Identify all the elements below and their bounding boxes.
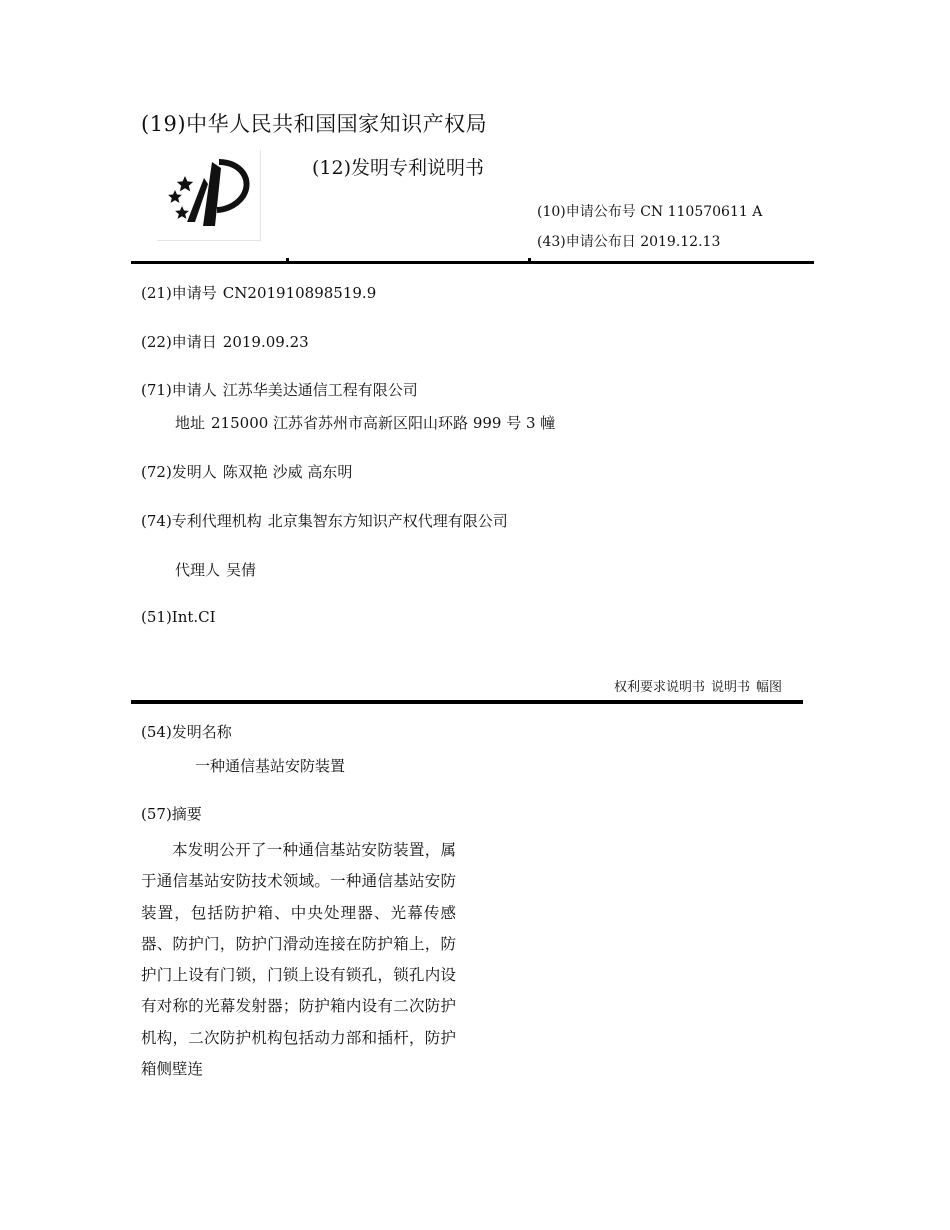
cnipa-logo — [157, 150, 261, 241]
agent-value: 吴倩 — [226, 561, 257, 579]
link-claims[interactable]: 权利要求说明书 — [613, 680, 705, 695]
inventors-value: 陈双艳 沙威 高东明 — [222, 463, 353, 481]
inventors — [141, 461, 352, 482]
office-name: (19)中华人民共和国国家知识产权局 — [141, 112, 488, 136]
publication-number: (10)申请公布号 CN 110570611 A — [537, 204, 763, 220]
address-value: 215000 江苏省苏州市高新区阳山环路 999 号 3 幢 — [211, 414, 556, 432]
document-type: (12)发明专利说明书 — [312, 157, 485, 179]
section-divider — [131, 700, 803, 704]
agent-label: 代理人 — [175, 561, 221, 579]
abstract-label: (57)摘要 — [141, 805, 202, 823]
application-date — [141, 331, 309, 352]
cnipa-emblem-icon — [157, 150, 260, 240]
address-label: 地址 — [175, 414, 206, 432]
int-classification — [141, 608, 222, 626]
applicant-value: 江苏华美达通信工程有限公司 — [222, 381, 418, 399]
int-classification-label: (51)Int.CI — [141, 608, 216, 626]
patent-agency-value: 北京集智东方知识产权代理有限公司 — [267, 512, 508, 530]
application-date-value: 2019.09.23 — [222, 333, 309, 351]
application-number-value: CN201910898519.9 — [222, 284, 377, 302]
application-number-label: (21)申请号 — [141, 284, 217, 302]
link-description[interactable]: 说明书 — [710, 680, 750, 695]
address — [175, 412, 555, 433]
patent-agency-label: (74)专利代理机构 — [141, 512, 262, 530]
inventors-label: (72)发明人 — [141, 463, 217, 481]
abstract-text: 本发明公开了一种通信基站安防装置，属于通信基站安防技术领域。一种通信基站安防装置，包括防护箱、中央处理器、光幕传感器、防护门，防护门滑动连接在防护箱上，防护门上设有门锁，门锁上设有锁孔，锁孔内设有对称的光幕发射器；防护箱内设有二次防护机构，二次防护机构包括动力部和插杆，防护箱侧壁连 — [141, 841, 456, 1079]
divider-tick — [528, 258, 531, 264]
link-figures[interactable]: 幅图 — [755, 680, 782, 695]
invention-title-label: (54)发明名称 — [141, 723, 232, 741]
divider-tick — [286, 258, 289, 264]
invention-title: 一种通信基站安防装置 — [195, 757, 346, 775]
application-date-label: (22)申请日 — [141, 333, 217, 351]
publication-date: (43)申请公布日 2019.12.13 — [537, 234, 721, 250]
applicant-label: (71)申请人 — [141, 381, 217, 399]
document-links — [608, 676, 782, 695]
header-divider — [131, 261, 814, 264]
applicant — [141, 379, 418, 400]
application-number — [141, 282, 376, 303]
patent-agency — [141, 510, 508, 531]
agent — [175, 559, 256, 580]
